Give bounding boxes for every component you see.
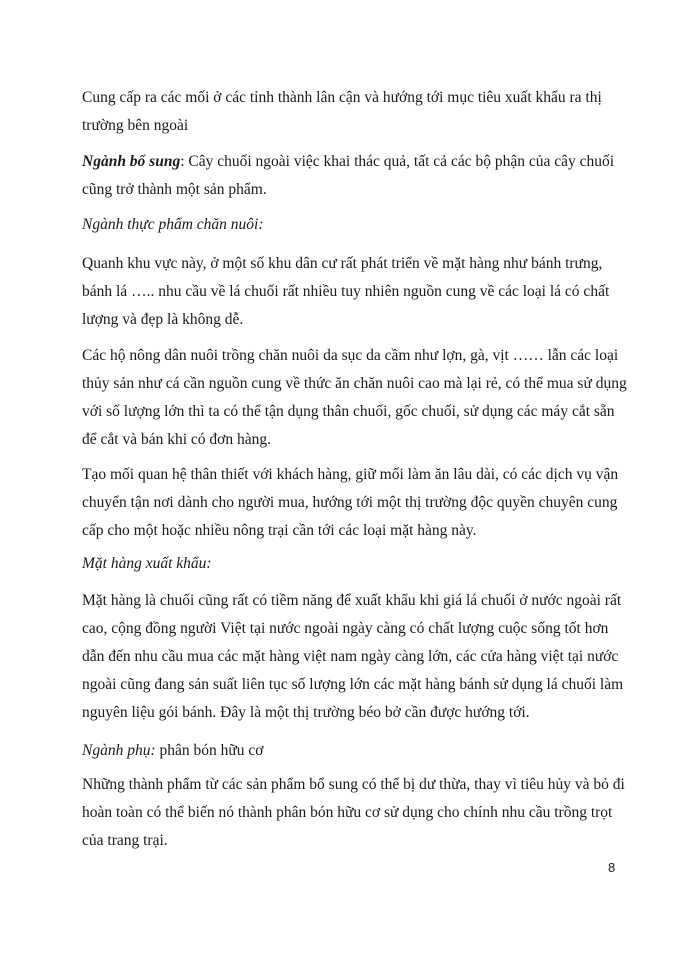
page-number: 8 (608, 860, 616, 875)
side-sector-label: Ngành phụ: (82, 742, 156, 759)
paragraph-organic-fertilizer: Những thành phẩm từ các sản phẩm bổ sung có thể bị dư thừa, thay vì tiêu hủy và bỏ đi hoàn toàn có thể biến nó thành phân bón hữu cơ sử dụng cho chính nhu cầu trồng trọt của trang trại. (82, 776, 625, 849)
paragraph-export-intro: Cung cấp ra các mối ở các tỉnh thành lân cận và hướng tới mục tiêu xuất khẩu ra thị trường bên ngoài (82, 89, 602, 134)
supplementary-sector-label: Ngành bổ sung (82, 153, 181, 170)
paragraph-banana-leaf-demand: Quanh khu vực này, ở một số khu dân cư rất phát triển về mặt hàng như bánh trưng, bánh lá ….. nhu cầu về lá chuối rất nhiều tuy nhiên nguồn cung về các loại lá có chất lượng và đẹp là không dễ. (82, 255, 610, 328)
side-sector-text: phân bón hữu cơ (155, 742, 264, 759)
paragraph-customer-relations: Tạo mối quan hệ thân thiết với khách hàng, giữ mối làm ăn lâu dài, có các dịch vụ vận chuyển tận nơi dành cho người mua, hướng tới một thị trường độc quyền chuyên cung cấp cho một hoặc nhiều nông trại cần tới các loại mặt hàng này. (82, 466, 619, 539)
paragraph-export-potential: Mặt hàng là chuối cũng rất có tiềm năng để xuất khẩu khi giá lá chuối ở nước ngoài rất cao, cộng đồng người Việt tại nước ngoài ngày càng có chất lượng cuộc sống tốt hơn dẫn đến nhu cầu mua các mặt hàng việt nam ngày càng lớn, các cửa hàng việt tại nước ngoài cũng đang sản suất liên tục số lượng lớn các mặt hàng bánh sử dụng lá chuối làm nguyên liệu gói bánh. Đây là một thị trường béo bở cần được hướng tới. (82, 592, 624, 721)
heading-export-goods: Mặt hàng xuất khẩu: (82, 555, 212, 572)
paragraph-supplementary-sector (82, 148, 630, 204)
paragraph-livestock-farmers: Các hộ nông dân nuôi trồng chăn nuôi da sục da cầm như lợn, gà, vịt …… lẫn các loại thủy sản như cá cần nguồn cung về thức ăn chăn nuôi cao mà lại rẻ, có thể mua sử dụng với số lượng lớn thì ta có thể tận dụng thân chuối, gốc chuối, sử dụng các máy cắt sẵn để cắt và bán khi có đơn hàng. (82, 347, 627, 448)
supplementary-sector-text: : Cây chuối ngoài việc khai thác quả, tất cả các bộ phận của cây chuối cũng trở thành một sản phẩm. (82, 153, 615, 198)
heading-animal-feed-sector: Ngành thực phẩm chăn nuôi: (82, 216, 264, 233)
paragraph-side-sector (82, 737, 630, 765)
